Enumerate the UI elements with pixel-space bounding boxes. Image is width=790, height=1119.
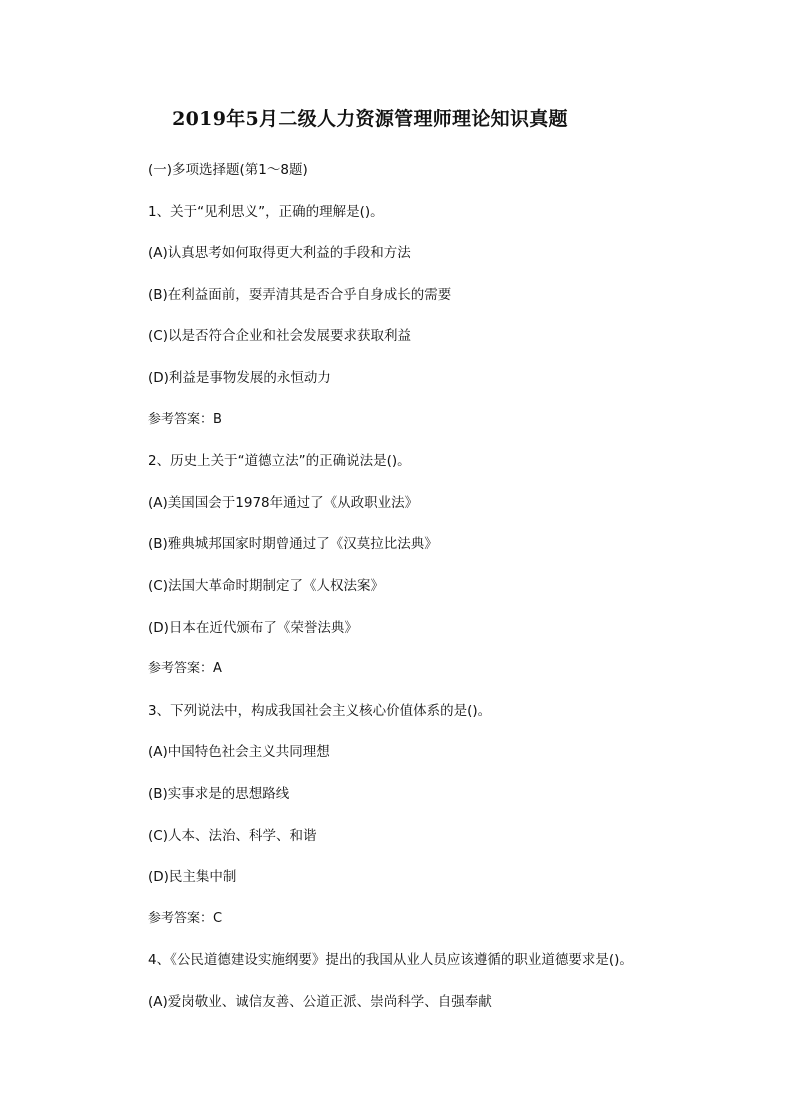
question-2-option-d: (D)日本在近代颁布了《荣誉法典》: [148, 619, 358, 636]
question-3-option-c: (C)人本、法治、科学、和谐: [148, 827, 317, 844]
section-heading: (一)多项选择题(第1～8题): [148, 162, 308, 178]
question-3-option-a: (A)中国特色社会主义共同理想: [148, 744, 330, 761]
document-body: [148, 160, 708, 1033]
question-2-option-b: (B)雅典城邦国家时期曾通过了《汉莫拉比法典》: [148, 536, 438, 553]
question-3-option-b: (B)实事求是的思想路线: [148, 785, 290, 802]
question-3-option-d: (D)民主集中制: [148, 869, 237, 886]
question-1-option-a: (A)认真思考如何取得更大利益的手段和方法: [148, 245, 411, 262]
question-2-option-a: (A)美国国会于1978年通过了《从政职业法》: [148, 494, 419, 511]
question-4-stem: 4、《公民道德建设实施纲要》提出的我国从业人员应该遵循的职业道德要求是()。: [148, 952, 633, 969]
question-3-stem: 3、下列说法中，构成我国社会主义核心价值体系的是()。: [148, 702, 492, 719]
question-1-option-c: (C)以是否符合企业和社会发展要求获取利益: [148, 328, 411, 345]
document-title: 2019年5月二级人力资源管理师理论知识真题: [172, 108, 568, 130]
question-4-option-a: (A)爱岗敬业、诚信友善、公道正派、崇尚科学、自强奉献: [148, 993, 492, 1010]
question-1-option-d: (D)利益是事物发展的永恒动力: [148, 369, 331, 386]
question-2-option-c: (C)法国大革命时期制定了《人权法案》: [148, 577, 384, 594]
question-2-stem: 2、历史上关于“道德立法”的正确说法是()。: [148, 453, 411, 470]
question-2-answer: 参考答案：A: [148, 661, 222, 677]
question-1-answer: 参考答案：B: [148, 411, 222, 427]
question-1-stem: 1、关于“见利思义”，正确的理解是()。: [148, 203, 384, 220]
question-3-answer: 参考答案：C: [148, 910, 223, 926]
question-1-option-b: (B)在利益面前，耍弄清其是否合乎自身成长的需要: [148, 286, 452, 303]
